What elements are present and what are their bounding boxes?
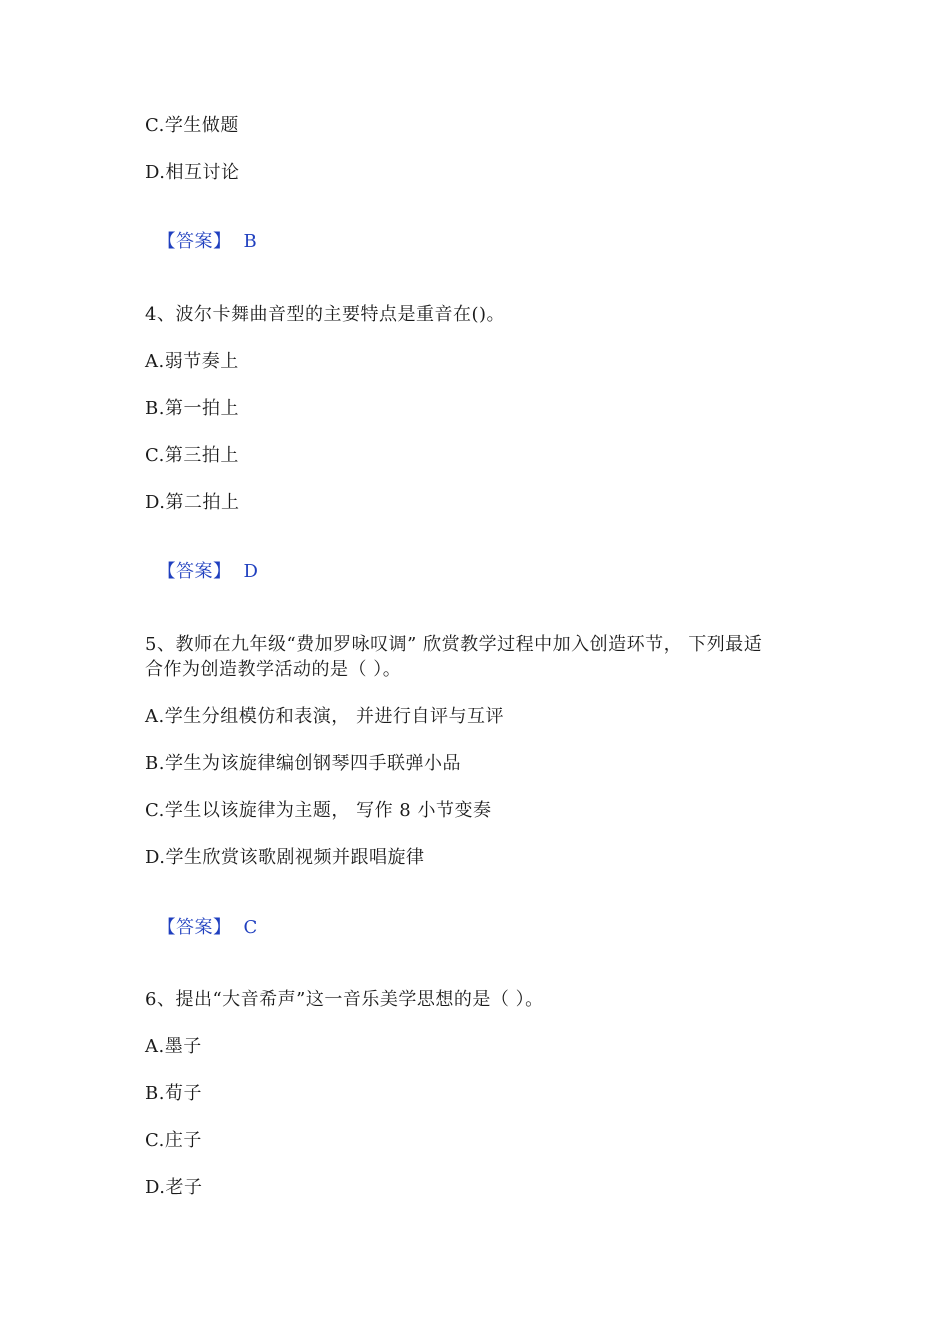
q3-option-c: C.学生做题 [145, 115, 239, 136]
q5-option-d: D.学生欣赏该歌剧视频并跟唱旋律 [145, 847, 425, 868]
q5-option-b: B.学生为该旋律编创钢琴四手联弹小品 [145, 753, 461, 774]
answer-label: 【答案】 [157, 917, 232, 938]
answer-value: C [243, 917, 258, 938]
q6-stem: 6、提出“大音希声”这一音乐美学思想的是（ ）。 [145, 989, 544, 1010]
q6-option-a: A.墨子 [145, 1036, 202, 1057]
q5-option-a: A.学生分组模仿和表演， 并进行自评与互评 [145, 706, 504, 727]
q4-option-a: A.弱节奏上 [145, 351, 239, 372]
q5-stem-line1: 5、教师在九年级“费加罗咏叹调” 欣赏教学过程中加入创造环节， 下列最适 [145, 634, 763, 655]
answer-label: 【答案】 [157, 231, 232, 252]
q6-option-b: B.荀子 [145, 1083, 202, 1104]
q6-option-d: D.老子 [145, 1177, 203, 1198]
q3-option-d: D.相互讨论 [145, 162, 240, 183]
q5-stem-line2: 合作为创造教学活动的是（ ）。 [145, 659, 402, 680]
answer-label: 【答案】 [157, 561, 232, 582]
q5-option-c: C.学生以该旋律为主题， 写作 8 小节变奏 [145, 800, 492, 821]
q6-option-c: C.庄子 [145, 1130, 202, 1151]
q4-stem: 4、波尔卡舞曲音型的主要特点是重音在()。 [145, 304, 505, 325]
q5-answer [145, 895, 258, 939]
q3-answer [145, 209, 257, 253]
q4-option-c: C.第三拍上 [145, 445, 239, 466]
q4-answer [145, 539, 258, 583]
q4-option-b: B.第一拍上 [145, 398, 239, 419]
answer-value: B [243, 231, 258, 252]
q4-option-d: D.第二拍上 [145, 492, 240, 513]
answer-value: D [243, 561, 259, 582]
